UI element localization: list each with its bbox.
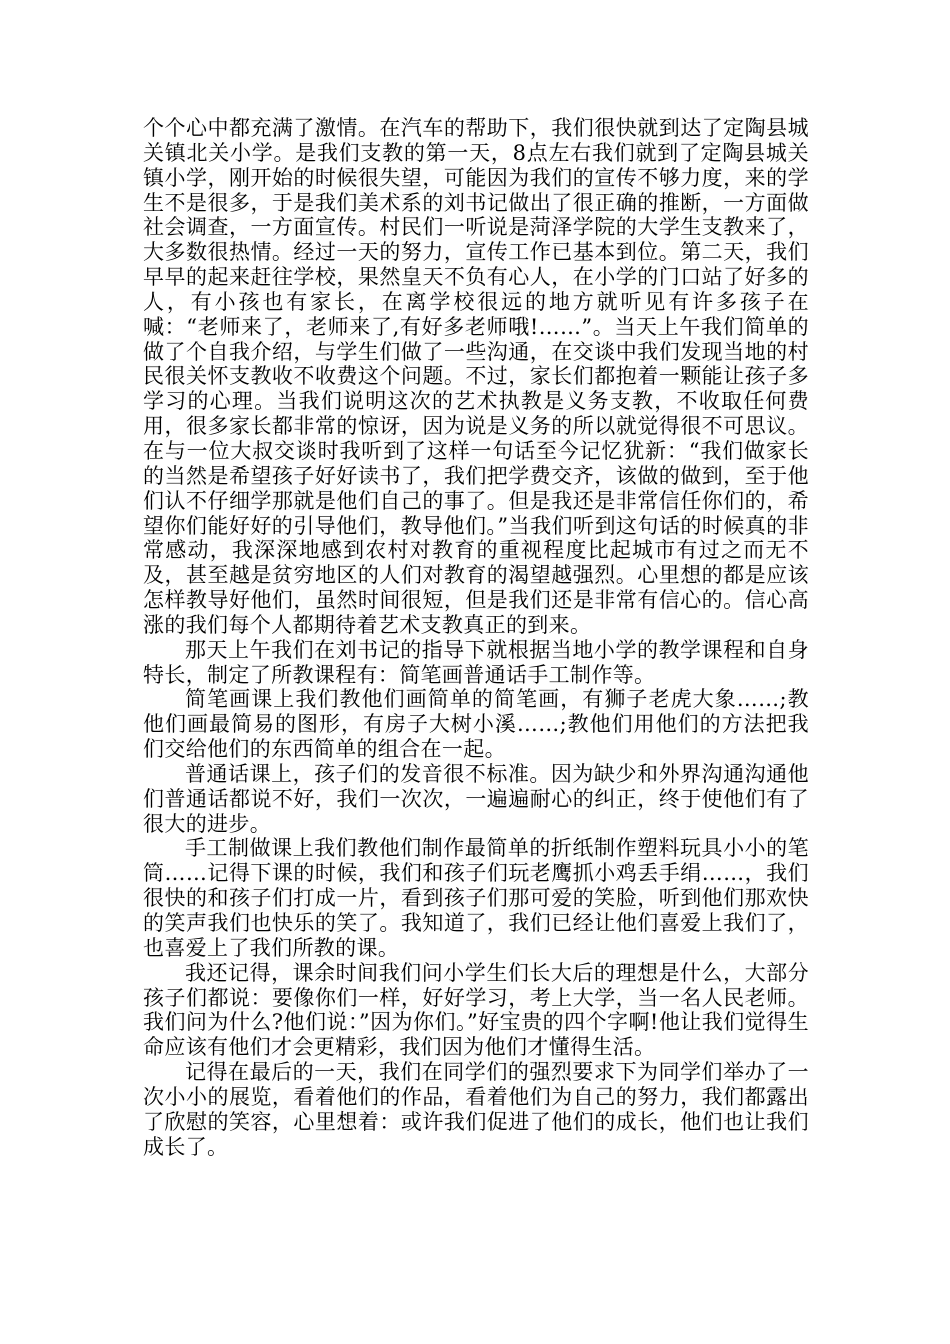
paragraph-1: 个个心中都充满了激情。在汽车的帮助下，我们很快就到达了定陶县城关镇北关小学。是我们支教的第一天，8点左右我们就到了定陶县城关镇小学，刚开始的时候很失望，可能因为我们的宣传不够力度，来的学生不是很多，于是我们美术系的刘书记做出了很正确的推断，一方面做社会调查，一方面宣传。村民们一听说是菏泽学院的大学生支教来了，大多数很热情。经过一天的努力，宣传工作已基本到位。第二天，我们早早的起来赶往学校，果然皇天不负有心人，在小学的门口站了好多的人，有小孩也有家长，在离学校很远的地方就听见有许多孩子在喊：“老师来了，老师来了,有好多老师哦!……”。当天上午我们简单的做了个自我介绍，与学生们做了一些沟通，在交谈中我们发现当地的村民很关怀支教收不收费这个问题。不过，家长们都抱着一颗能让孩子多学习的心理。当我们说明这次的艺术执教是义务支教，不收取任何费用，很多家长都非常的惊讶，因为说是义务的所以就觉得很不可思议。在与一位大叔交谈时我听到了这样一句话至今记忆犹新：“我们做家长的当然是希望孩子好好读书了，我们把学费交齐，该做的做到，至于他们认不仔细学那就是他们自己的事了。但是我还是非常信任你们的，希望你们能好好的引导他们，教导他们。”当我们听到这句话的时候真的非常感动，我深深地感到农村对教育的重视程度比起城市有过之而无不及，甚至越是贫穷地区的人们对教育的渴望越强烈。心里想的都是应该怎样教导好他们，虽然时间很短，但是我们还是非常有信心的。信心高涨的我们每个人都期待着艺术支教真正的到来。 xyxy=(143,116,809,637)
paragraph-3: 简笔画课上我们教他们画简单的简笔画，有狮子老虎大象……;教他们画最简易的图形，有房子大树小溪……;教他们用他们的方法把我们交给他们的东西简单的组合在一起。 xyxy=(143,687,809,762)
paragraph-6: 我还记得，课余时间我们问小学生们长大后的理想是什么，大部分孩子们都说：要像你们一样，好好学习，考上大学，当一名人民老师。我们问为什么?他们说：”因为你们。”好宝贵的四个字啊!他让我们觉得生命应该有他们才会更精彩，我们因为他们才懂得生活。 xyxy=(143,960,809,1060)
paragraph-5: 手工制做课上我们教他们制作最简单的折纸制作塑料玩具小小的笔筒……记得下课的时候，我们和孩子们玩老鹰抓小鸡丢手绢……，我们很快的和孩子们打成一片，看到孩子们那可爱的笑脸，听到他们那欢快的笑声我们也快乐的笑了。我知道了，我们已经让他们喜爱上我们了，也喜爱上了我们所教的课。 xyxy=(143,836,809,960)
document-body xyxy=(143,116,809,1159)
paragraph-2: 那天上午我们在刘书记的指导下就根据当地小学的教学课程和自身特长，制定了所教课程有：简笔画普通话手工制作等。 xyxy=(143,637,809,687)
paragraph-7: 记得在最后的一天，我们在同学们的强烈要求下为同学们举办了一次小小的展览，看着他们的作品，看着他们为自己的努力，我们都露出了欣慰的笑容，心里想着：或许我们促进了他们的成长，他们也让我们成长了。 xyxy=(143,1060,809,1159)
paragraph-4: 普通话课上，孩子们的发音很不标准。因为缺少和外界沟通沟通他们普通话都说不好，我们一次次，一遍遍耐心的纠正，终于使他们有了很大的进步。 xyxy=(143,761,809,836)
